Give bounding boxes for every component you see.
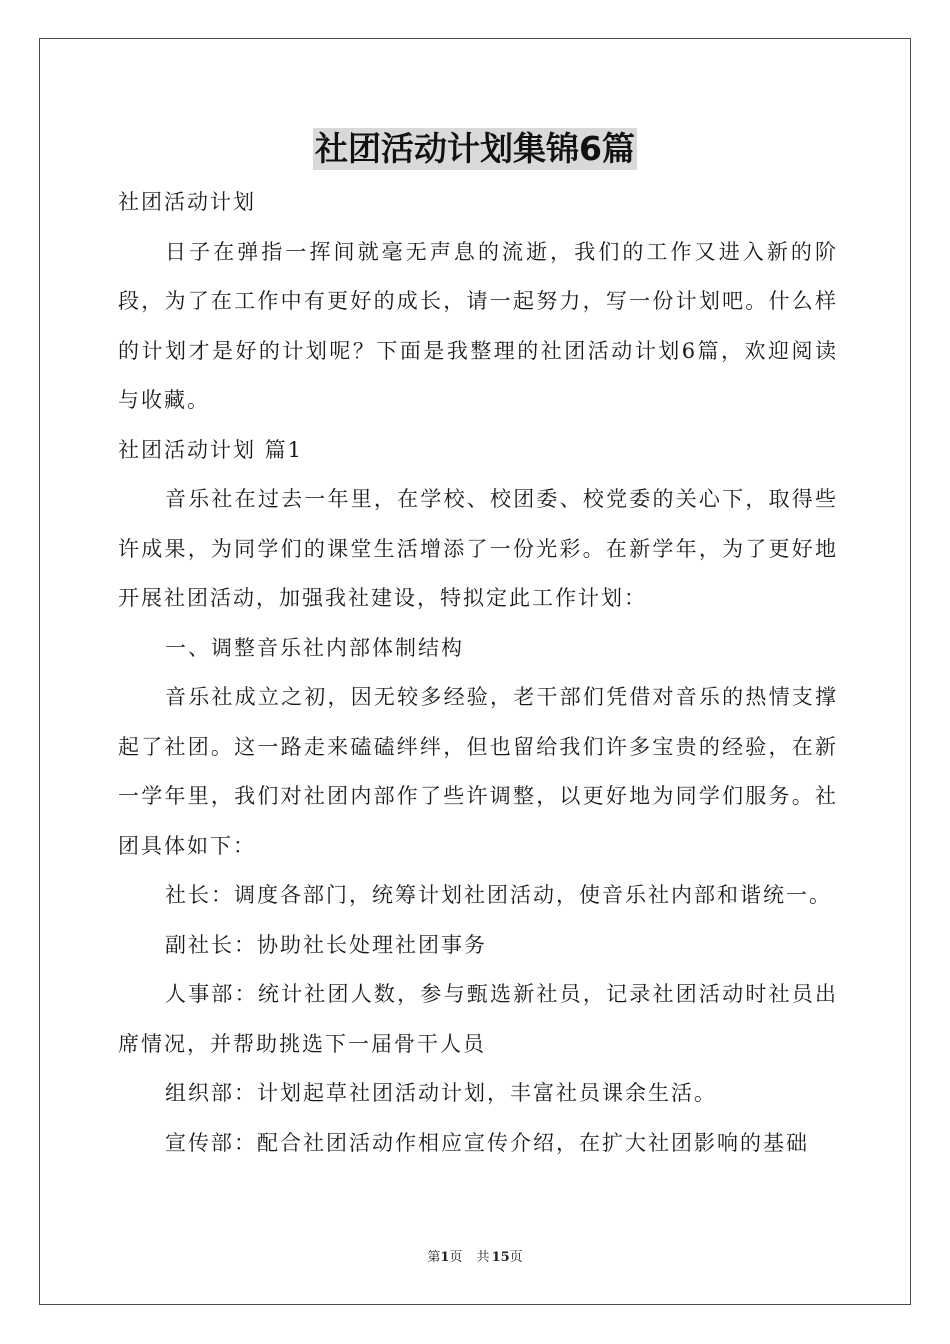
paragraph: 人事部：统计社团人数，参与甄选新社员，记录社团活动时社员出席情况，并帮助挑选下一届骨干人员 [118,982,838,1056]
paragraph: 宣传部：配合社团活动作相应宣传介绍，在扩大社团影响的基础 [165,1130,809,1155]
page-suffix: 页 [449,1250,463,1265]
paragraph: 社团活动计划 [118,190,256,214]
page-prefix: 第 [427,1250,441,1265]
subsection-heading: 一、调整音乐社内部体制结构 [165,635,464,660]
total-suffix: 页 [509,1250,523,1265]
page-indicator [427,1250,462,1265]
page-footer [0,1246,950,1265]
paragraph: 音乐社成立之初，因无较多经验，老干部们凭借对音乐的热情支撑起了社团。这一路走来磕磕绊绊，但也留给我们许多宝贵的经验，在新一学年里，我们对社团内部作了些许调整，以更好地为同学们服务。社团具体如下： [118,685,838,858]
paragraph: 社长：调度各部门，统筹计划社团活动，使音乐社内部和谐统一。 [165,883,832,907]
document-body [118,178,838,1168]
total-pages-indicator [477,1250,523,1265]
paragraph: 副社长：协助社长处理社团事务 [165,932,487,957]
section-heading: 社团活动计划 篇1 [118,437,304,462]
total-pages: 15 [491,1250,510,1265]
total-prefix: 共 [476,1250,490,1265]
paragraph: 组织部：计划起草社团活动计划，丰富社员课余生活。 [165,1081,717,1105]
paragraph: 音乐社在过去一年里，在学校、校团委、校党委的关心下，取得些许成果，为同学们的课堂生活增添了一份光彩。在新学年，为了更好地开展社团活动，加强我社建设，特拟定此工作计划： [118,487,838,610]
page-number: 1 [440,1250,450,1265]
paragraph: 日子在弹指一挥间就毫无声息的流逝，我们的工作又进入新的阶段，为了在工作中有更好的成长，请一起努力，写一份计划吧。什么样的计划才是好的计划呢？下面是我整理的社团活动计划6篇，欢迎阅读与收藏。 [118,239,838,412]
title-container [0,128,950,170]
document-title: 社团活动计划集锦6篇 [315,129,635,168]
